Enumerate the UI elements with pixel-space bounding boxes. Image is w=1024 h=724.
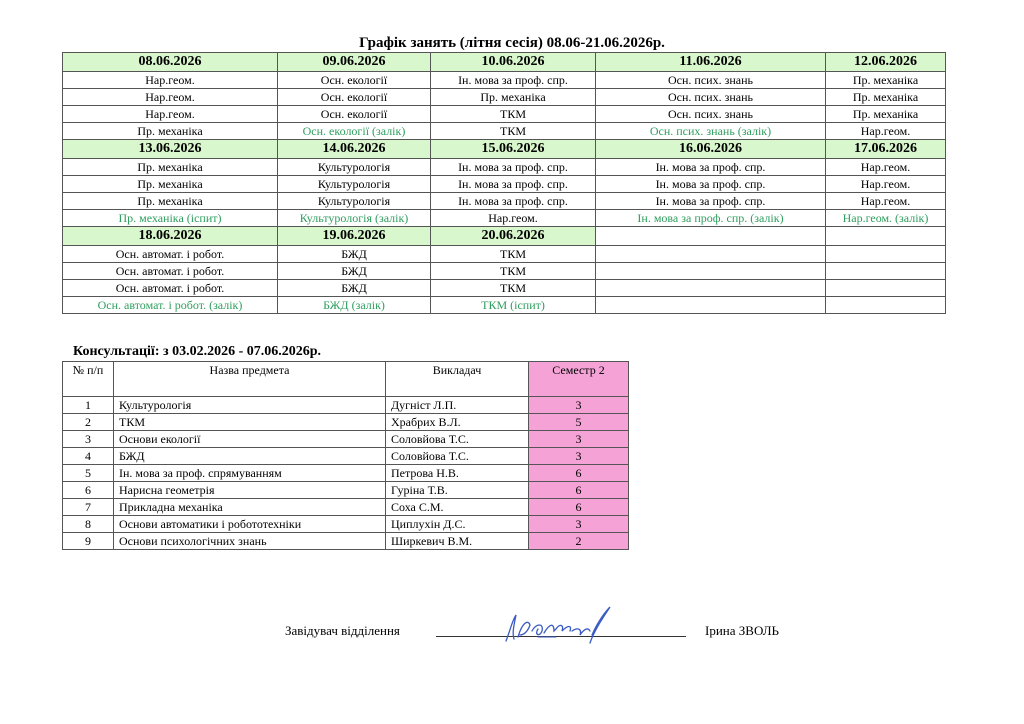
lesson-cell: Пр. механіка (63, 123, 278, 140)
lesson-cell: БЖД (залік) (278, 297, 431, 314)
lesson-cell: Ін. мова за проф. спр. (431, 193, 596, 210)
cell-subject: Основи екології (114, 431, 386, 448)
lesson-cell: ТКМ (431, 106, 596, 123)
cell-subject: БЖД (114, 448, 386, 465)
table-row (63, 414, 629, 431)
cell-subject: Ін. мова за проф. спрямуванням (114, 465, 386, 482)
header-teacher: Викладач (386, 362, 529, 397)
lesson-cell: Нар.геом. (63, 89, 278, 106)
lesson-cell (826, 280, 946, 297)
consultations-title: Консультації: з 03.02.2026 - 07.06.2026р. (73, 344, 322, 359)
lesson-cell: Пр. механіка (63, 193, 278, 210)
date-cell: 16.06.2026 (596, 140, 826, 159)
lesson-cell: ТКМ (431, 123, 596, 140)
cell-teacher: Соловйова Т.С. (386, 431, 529, 448)
table-row (63, 448, 629, 465)
cell-num: 4 (63, 448, 114, 465)
date-cell: 09.06.2026 (278, 53, 431, 72)
lesson-cell: Осн. екології (278, 106, 431, 123)
lesson-cell: Пр. механіка (63, 176, 278, 193)
lesson-cell: Культурологія (278, 193, 431, 210)
lesson-row (63, 123, 946, 140)
lesson-cell: Осн. екології (278, 89, 431, 106)
table-row (63, 499, 629, 516)
table-row (63, 482, 629, 499)
lesson-row (63, 210, 946, 227)
lesson-cell (596, 297, 826, 314)
date-cell (826, 227, 946, 246)
cell-teacher: Петрова Н.В. (386, 465, 529, 482)
header-semester: Семестр 2 (529, 362, 629, 397)
lesson-row (63, 297, 946, 314)
lesson-cell: Осн. автомат. і робот. (63, 263, 278, 280)
table-row (63, 431, 629, 448)
signature-icon (498, 601, 618, 649)
footer-role: Завідувач відділення (285, 623, 400, 638)
consultations-header-row (63, 362, 629, 397)
cell-num: 5 (63, 465, 114, 482)
lesson-cell: Осн. псих. знань (залік) (596, 123, 826, 140)
cell-semester: 3 (529, 431, 629, 448)
lesson-cell: Нар.геом. (63, 72, 278, 89)
lesson-cell: Культурологія (залік) (278, 210, 431, 227)
schedule-title: Графік занять (літня сесія) 08.06-21.06.2026р. (359, 35, 665, 51)
lesson-cell: Осн. автомат. і робот. (63, 280, 278, 297)
date-cell: 14.06.2026 (278, 140, 431, 159)
cell-semester: 5 (529, 414, 629, 431)
lesson-cell: Осн. автомат. і робот. (63, 246, 278, 263)
lesson-cell: Пр. механіка (826, 106, 946, 123)
lesson-row (63, 246, 946, 263)
footer-name: Ірина ЗВОЛЬ (705, 623, 779, 638)
lesson-cell: Осн. псих. знань (596, 72, 826, 89)
date-cell: 17.06.2026 (826, 140, 946, 159)
table-row (63, 397, 629, 414)
lesson-cell: БЖД (278, 263, 431, 280)
consultations-table (62, 361, 629, 550)
lesson-cell: БЖД (278, 280, 431, 297)
date-cell: 11.06.2026 (596, 53, 826, 72)
lesson-cell: Ін. мова за проф. спр. (431, 72, 596, 89)
cell-num: 8 (63, 516, 114, 533)
date-cell: 10.06.2026 (431, 53, 596, 72)
schedule-table (62, 52, 946, 314)
table-row (63, 533, 629, 550)
cell-teacher: Гуріна Т.В. (386, 482, 529, 499)
lesson-cell: Нар.геом. (826, 176, 946, 193)
lesson-cell: Ін. мова за проф. спр. (596, 176, 826, 193)
lesson-cell: ТКМ (іспит) (431, 297, 596, 314)
lesson-cell: БЖД (278, 246, 431, 263)
lesson-cell (826, 246, 946, 263)
lesson-row (63, 176, 946, 193)
lesson-cell: Ін. мова за проф. спр. (431, 159, 596, 176)
cell-subject: Нарисна геометрія (114, 482, 386, 499)
cell-num: 2 (63, 414, 114, 431)
date-row (63, 53, 946, 72)
cell-num: 7 (63, 499, 114, 516)
lesson-cell: Пр. механіка (826, 89, 946, 106)
cell-semester: 6 (529, 465, 629, 482)
lesson-row (63, 159, 946, 176)
date-row (63, 227, 946, 246)
cell-teacher: Дугніст Л.П. (386, 397, 529, 414)
lesson-cell: Осн. псих. знань (596, 89, 826, 106)
cell-num: 3 (63, 431, 114, 448)
table-row (63, 516, 629, 533)
lesson-cell: Культурологія (278, 159, 431, 176)
lesson-cell: Нар.геом. (826, 159, 946, 176)
cell-teacher: Ширкевич В.М. (386, 533, 529, 550)
cell-num: 6 (63, 482, 114, 499)
cell-subject: Основи автоматики і робототехніки (114, 516, 386, 533)
date-cell: 12.06.2026 (826, 53, 946, 72)
cell-teacher: Храбрих В.Л. (386, 414, 529, 431)
date-cell (596, 227, 826, 246)
cell-semester: 6 (529, 482, 629, 499)
lesson-cell: Пр. механіка (431, 89, 596, 106)
lesson-row (63, 106, 946, 123)
lesson-cell: Пр. механіка (826, 72, 946, 89)
date-row (63, 140, 946, 159)
date-cell: 19.06.2026 (278, 227, 431, 246)
lesson-cell: Осн. псих. знань (596, 106, 826, 123)
cell-num: 9 (63, 533, 114, 550)
lesson-cell: Нар.геом. (826, 193, 946, 210)
cell-semester: 6 (529, 499, 629, 516)
cell-subject: Основи психологічних знань (114, 533, 386, 550)
cell-num: 1 (63, 397, 114, 414)
date-cell: 13.06.2026 (63, 140, 278, 159)
date-cell: 15.06.2026 (431, 140, 596, 159)
lesson-row (63, 72, 946, 89)
cell-subject: Культурологія (114, 397, 386, 414)
lesson-row (63, 263, 946, 280)
lesson-cell: Культурологія (278, 176, 431, 193)
lesson-cell: Осн. автомат. і робот. (залік) (63, 297, 278, 314)
lesson-cell: Ін. мова за проф. спр. (596, 159, 826, 176)
lesson-cell: ТКМ (431, 280, 596, 297)
lesson-cell (826, 297, 946, 314)
lesson-cell: Ін. мова за проф. спр. (431, 176, 596, 193)
date-cell: 18.06.2026 (63, 227, 278, 246)
lesson-cell: Нар.геом. (63, 106, 278, 123)
lesson-cell: ТКМ (431, 246, 596, 263)
lesson-cell: Осн. екології (278, 72, 431, 89)
cell-semester: 3 (529, 516, 629, 533)
lesson-row (63, 280, 946, 297)
lesson-cell: ТКМ (431, 263, 596, 280)
lesson-cell: Осн. екології (залік) (278, 123, 431, 140)
lesson-cell: Пр. механіка (іспит) (63, 210, 278, 227)
lesson-row (63, 193, 946, 210)
header-subject: Назва предмета (114, 362, 386, 397)
cell-semester: 2 (529, 533, 629, 550)
lesson-cell: Нар.геом. (431, 210, 596, 227)
cell-semester: 3 (529, 397, 629, 414)
lesson-cell: Нар.геом. (залік) (826, 210, 946, 227)
lesson-cell (826, 263, 946, 280)
cell-teacher: Соловйова Т.С. (386, 448, 529, 465)
lesson-cell: Пр. механіка (63, 159, 278, 176)
header-num: № п/п (63, 362, 114, 397)
cell-teacher: Соха С.М. (386, 499, 529, 516)
cell-teacher: Циплухін Д.С. (386, 516, 529, 533)
lesson-cell: Нар.геом. (826, 123, 946, 140)
cell-subject: ТКМ (114, 414, 386, 431)
table-row (63, 465, 629, 482)
cell-semester: 3 (529, 448, 629, 465)
lesson-cell: Ін. мова за проф. спр. (залік) (596, 210, 826, 227)
lesson-cell (596, 280, 826, 297)
date-cell: 20.06.2026 (431, 227, 596, 246)
lesson-cell: Ін. мова за проф. спр. (596, 193, 826, 210)
lesson-cell (596, 263, 826, 280)
lesson-cell (596, 246, 826, 263)
cell-subject: Прикладна механіка (114, 499, 386, 516)
date-cell: 08.06.2026 (63, 53, 278, 72)
lesson-row (63, 89, 946, 106)
